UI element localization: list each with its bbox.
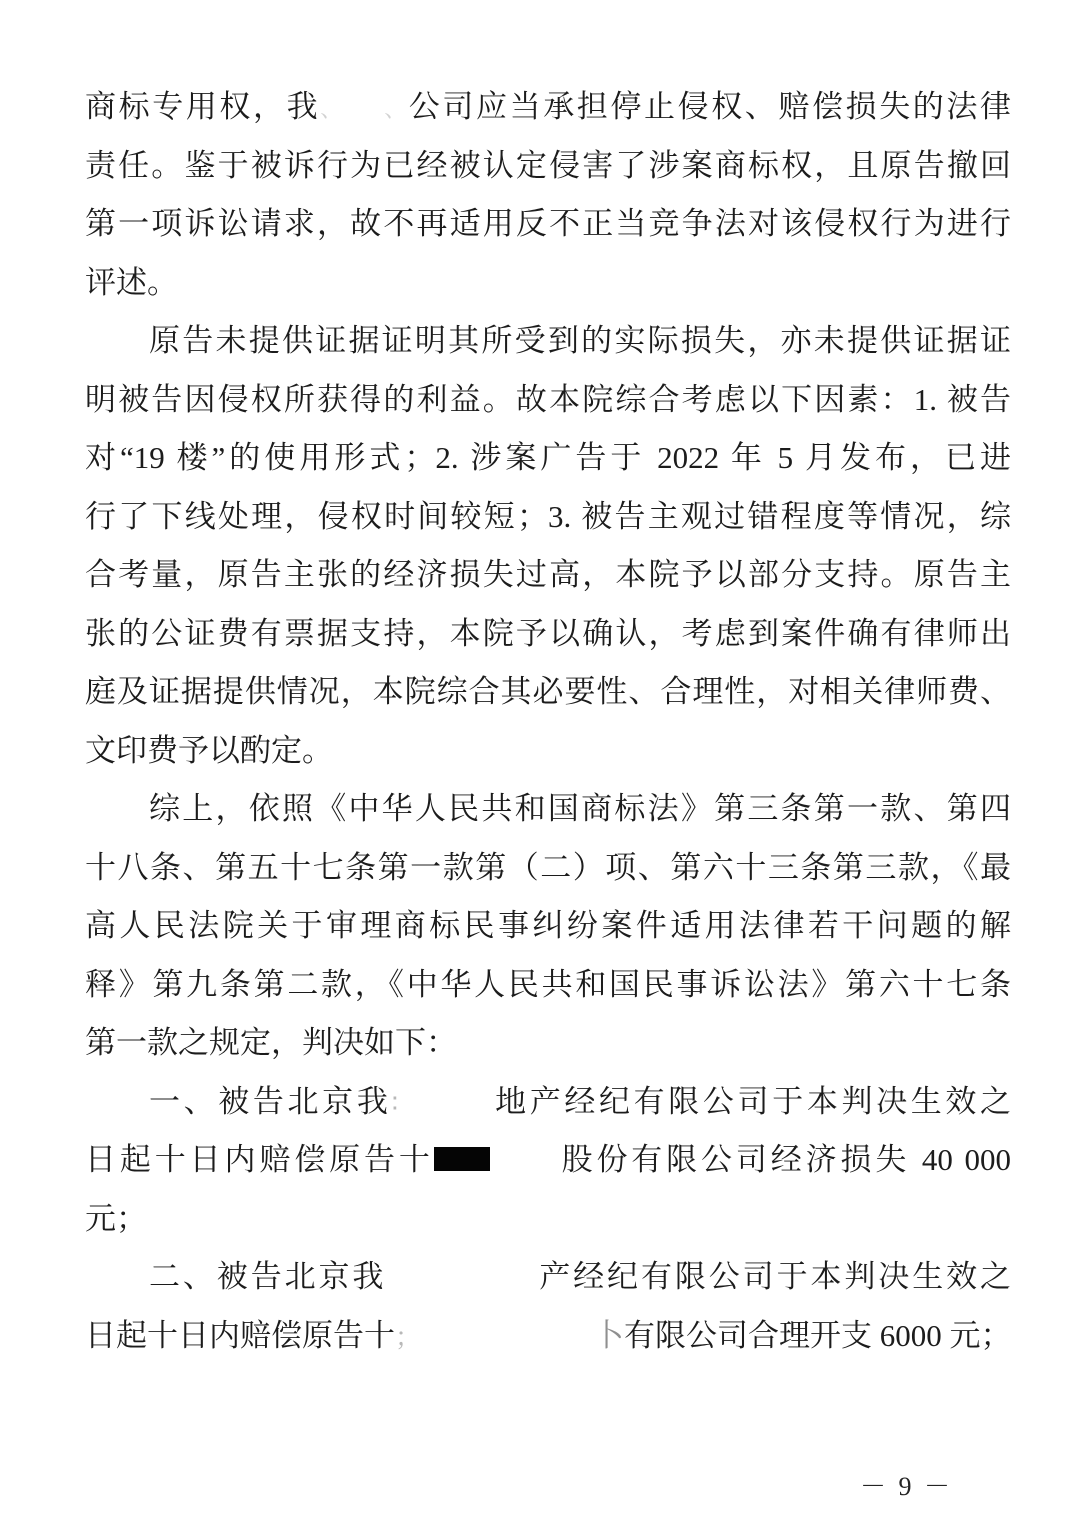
text-line bbox=[85, 956, 1011, 1015]
redaction-whiteout bbox=[490, 1139, 558, 1170]
line-text: 对“19 楼”的使用形式；2. 涉案广告于 2022 年 5 月发布，已进 bbox=[85, 440, 1011, 475]
line-text: 文印费予以酌定。 bbox=[85, 732, 333, 768]
text-line bbox=[85, 605, 1011, 664]
text-line bbox=[85, 1248, 1011, 1307]
line-text: 地产经纪有限公司于本判决生效之 bbox=[491, 1083, 1012, 1119]
redaction-whiteout bbox=[391, 1073, 491, 1118]
line-text: 庭及证据提供情况，本院综合其必要性、合理性，对相关律师费、 bbox=[85, 674, 1011, 709]
text-line bbox=[85, 1190, 1011, 1249]
text-line bbox=[85, 78, 1011, 137]
line-text: 公司应当承担停止侵权、赔偿损失的法律 bbox=[406, 89, 1012, 124]
text-line bbox=[85, 663, 1011, 722]
redaction-whiteout bbox=[421, 1315, 593, 1346]
line-text: 第一项诉讼请求，故不再适用反不正当竞争法对该侵权行为进行 bbox=[85, 206, 1011, 241]
erased-character-remnant: ∶ bbox=[391, 1088, 399, 1118]
line-text: 有限公司合理开支 6000 元； bbox=[624, 1317, 1012, 1353]
redaction-whiteout bbox=[320, 78, 407, 122]
line-text: 日起十日内赔偿原告十 bbox=[85, 1317, 395, 1353]
redaction-whiteout bbox=[386, 1256, 536, 1287]
page-number: － 9 － bbox=[860, 1472, 954, 1501]
text-line bbox=[85, 897, 1011, 956]
text-line bbox=[85, 488, 1011, 547]
line-text: 合考量，原告主张的经济损失过高，本院予以部分支持。原告主 bbox=[85, 557, 1011, 592]
erased-character-remnant: 卜 bbox=[593, 1317, 625, 1353]
line-text: 第一款之规定，判决如下： bbox=[85, 1025, 457, 1060]
erased-character-remnant: 、、 bbox=[320, 97, 407, 122]
line-text: 评述。 bbox=[85, 264, 178, 300]
line-text: 明被告因侵权所获得的利益。故本院综合考虑以下因素：1. 被告 bbox=[85, 381, 1011, 417]
line-text: 商标专用权，我 bbox=[85, 89, 321, 124]
line-text: 原告未提供证据证明其所受到的实际损失，亦未提供证据证 bbox=[149, 323, 1011, 358]
text-line bbox=[85, 312, 1011, 371]
paragraph-5-judgment-item-2 bbox=[85, 1248, 1011, 1365]
line-text: 张的公证费有票据支持，本院予以确认，考虑到案件确有律师出 bbox=[85, 615, 1011, 651]
line-text: 释》第九条第二款，《中华人民共和国民事诉讼法》第六十七条 bbox=[85, 966, 1011, 1002]
line-text: 元； bbox=[85, 1200, 147, 1236]
text-line bbox=[85, 429, 1011, 488]
line-text: 产经纪有限公司于本判决生效之 bbox=[536, 1259, 1012, 1294]
line-text: 责任。鉴于被诉行为已经被认定侵害了涉案商标权，且原告撤回 bbox=[85, 147, 1011, 183]
text-line bbox=[85, 780, 1011, 839]
paragraph-2 bbox=[85, 312, 1011, 780]
redaction-blackbox bbox=[434, 1147, 490, 1171]
text-line bbox=[85, 546, 1011, 605]
paragraph-4-judgment-item-1 bbox=[85, 1073, 1011, 1249]
line-text: 高人民法院关于审理商标民事纠纷案件适用法律若干问题的解 bbox=[85, 908, 1011, 943]
text-line bbox=[85, 839, 1011, 898]
line-text: 一、被告北京我 bbox=[149, 1083, 392, 1119]
text-line bbox=[85, 1307, 1011, 1366]
text-line bbox=[85, 1014, 1011, 1073]
text-line bbox=[85, 137, 1011, 196]
line-text: 二、被告北京我 bbox=[149, 1259, 387, 1294]
erased-character-remnant: ； bbox=[395, 1322, 422, 1352]
text-line bbox=[85, 722, 1011, 781]
line-text: 股份有限公司经济损失 40 000 bbox=[557, 1142, 1012, 1177]
line-text: 日起十日内赔偿原告十 bbox=[85, 1142, 434, 1177]
text-line bbox=[85, 195, 1011, 254]
judgment-text-block bbox=[85, 78, 1011, 1365]
paragraph-3 bbox=[85, 780, 1011, 1073]
text-line bbox=[85, 371, 1011, 430]
line-text: 综上，依照《中华人民共和国商标法》第三条第一款、第四 bbox=[149, 791, 1011, 826]
line-text: 十八条、第五十七条第一款第（二）项、第六十三条第三款，《最 bbox=[85, 849, 1011, 885]
text-line bbox=[85, 254, 1011, 313]
line-text: 行了下线处理，侵权时间较短；3. 被告主观过错程度等情况，综 bbox=[85, 498, 1011, 534]
text-line bbox=[85, 1131, 1011, 1190]
text-line bbox=[85, 1073, 1011, 1132]
paragraph-1 bbox=[85, 78, 1011, 312]
